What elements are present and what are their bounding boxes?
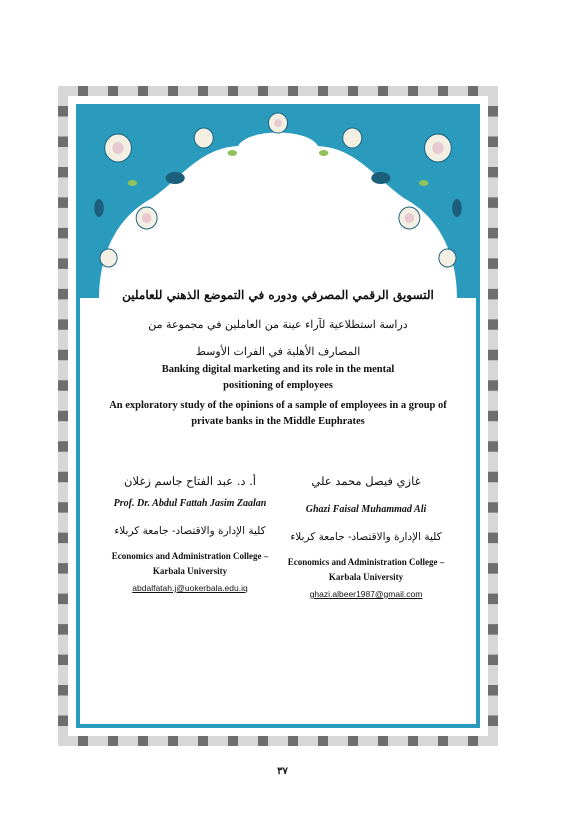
- author-affiliation-english: Economics and Administration College – Karbala University: [111, 551, 269, 576]
- page-panel: [76, 104, 480, 728]
- author-name-english: Prof. Dr. Abdul Fattah Jasim Zaalan: [113, 498, 267, 509]
- decorative-frame: [58, 86, 498, 746]
- arabic-subtitle-line2: المصارف الأهلية في الفرات الأوسط: [195, 345, 361, 358]
- english-subtitle: An exploratory study of the opinions of a sample of employees in a group of private banks in the Middle Euphrates: [109, 400, 447, 427]
- author-email-link[interactable]: abdalfatah.j@uokerbala.edu.iq: [132, 583, 248, 593]
- page-number: ٣٧: [277, 766, 288, 777]
- author-name-arabic: أ. د. عبد الفتاح جاسم زغلان: [124, 474, 256, 488]
- arabic-subtitle-line1: دراسة استطلاعية لآراء عينة من العاملين في مجموعة من: [148, 318, 408, 331]
- author-affiliation-arabic: كلية الإدارة والاقتصاد- جامعة كربلاء: [290, 531, 442, 543]
- author-affiliation-english: Economics and Administration College – Karbala University: [287, 557, 445, 582]
- author-affiliation-arabic: كلية الإدارة والاقتصاد- جامعة كربلاء: [114, 525, 266, 537]
- author-card: [100, 474, 280, 593]
- author-email-link[interactable]: ghazi.albeer1987@gmail.com: [309, 589, 423, 599]
- author-name-arabic: غازي فيصل محمد علي: [311, 474, 421, 488]
- arabic-title: التسويق الرقمي المصرفي ودوره في التموضع الذهني للعاملين: [122, 288, 434, 302]
- title-block: [80, 288, 476, 430]
- author-name-english: Ghazi Faisal Muhammad Ali: [305, 504, 427, 515]
- author-card: [276, 474, 456, 599]
- english-title: Banking digital marketing and its role in the mental positioning of employees: [161, 364, 395, 391]
- ornament-header-icon: [80, 108, 476, 298]
